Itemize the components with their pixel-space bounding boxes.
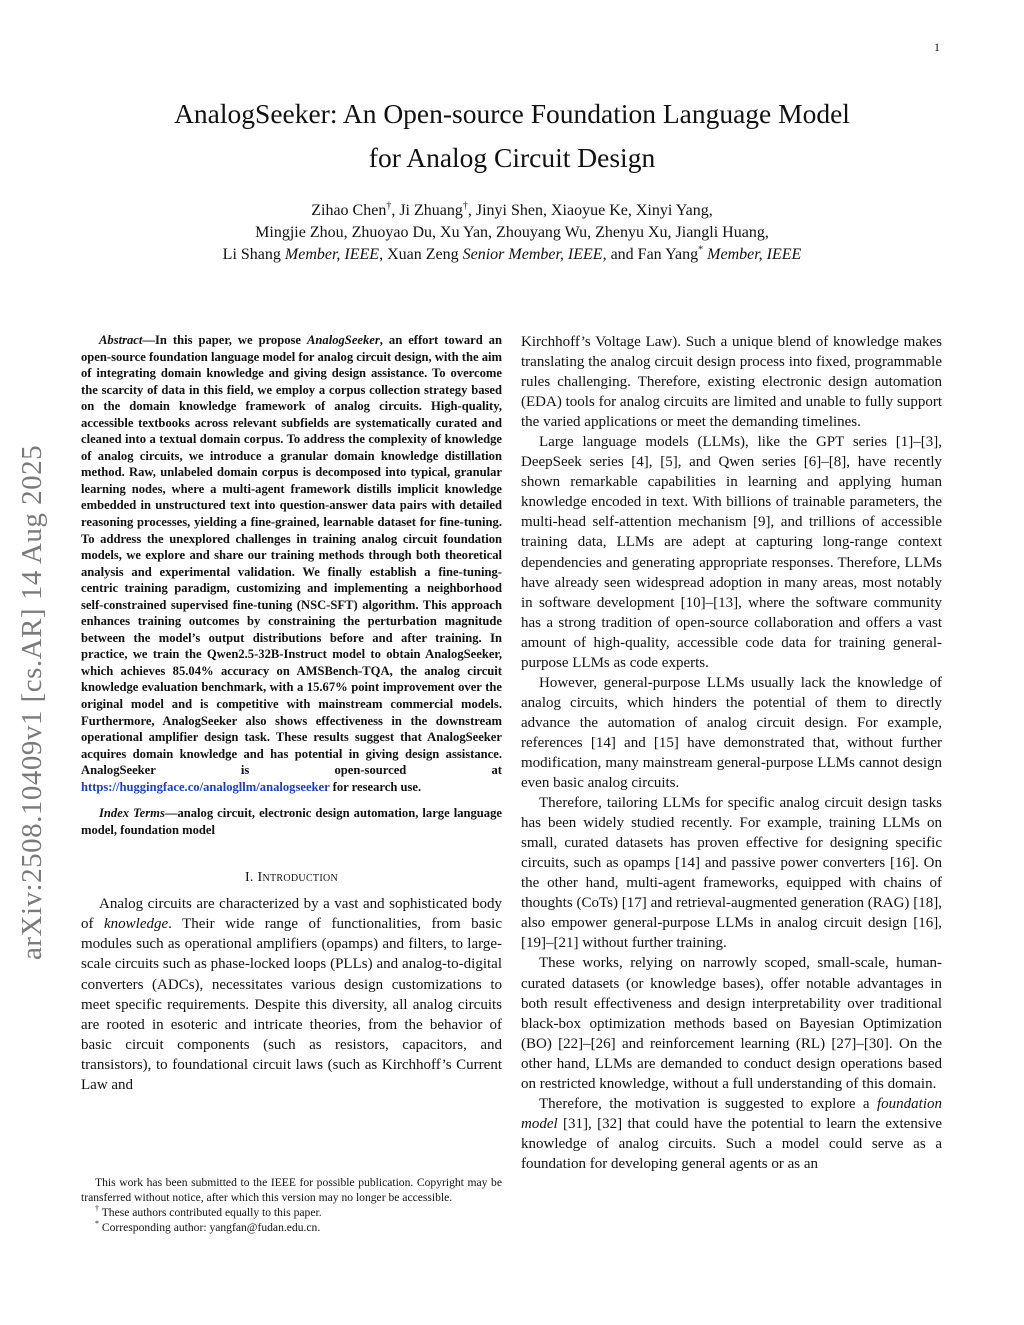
paragraph-text: Analog circuits are characterized by a vast and sophisticated body of — [81, 896, 502, 933]
body-paragraph: Large language models (LLMs), like the GPT series [1]–[3], DeepSeek series [4], [5], and Qwen series [6]–[8], have recently shown remarkable capabilities in learning and applying human knowledge encoded in text. With billions of trainable parameters, the multi-head self-attention mechanism [9], and trillions of accessible training data, LLMs are adept at capturing long-range context dependencies and generating appropriate responses. Therefore, LLMs have already seen widespread adoption in many areas, most notably in software development [10]–[13], where the software community has a strong tradition of open-source collaboration and offers a vast amount of high-quality, accessible code data for training general-purpose LLMs as code experts. — [521, 434, 942, 671]
paragraph-text: [31], [32] that could have the potential to learn the extensive knowledge of analog circuits. Such a model could serve as a foundation for developing general agents or as an — [521, 1115, 942, 1172]
paragraph-text: . Their wide range of functionalities, from basic modules such as operational amplifiers (opamps) and filters, to large-scale circuits such as phase-locked loops (PLLs) and analog-to-digital converters (ADCs), necessitates various design customizations to meet specific requirements. Despite this diversity, all analog circuits are rooted in esoteric and intricate theories, from the behavior of basic circuit components (such as resistors, capacitors, and transistors), to foundational circuit laws (such as Kirchhoff’s Current Law and — [81, 916, 502, 1093]
author-name: , and Fan Yang — [602, 246, 699, 263]
footnote-mark: † — [95, 1204, 99, 1214]
section-heading-introduction — [81, 870, 502, 886]
author-name: , Ji Zhuang — [391, 202, 463, 219]
footnote-text: Corresponding author: yangfan@fudan.edu.cn. — [99, 1221, 321, 1234]
footnote-equal-contribution — [81, 1205, 502, 1220]
equal-contribution-mark: † — [462, 200, 468, 212]
author-name: , Xuan Zeng — [379, 246, 463, 263]
author-membership: Member, IEEE — [703, 246, 802, 263]
abstract-text: , an effort toward an open-source foundation language model for analog circuit design, with the aim of integrating domain knowledge and giving design assistance. To overcome the scarcity of data in this field, we employ a corpus collection strategy based on the domain knowledge framework of analog circuits. High-quality, accessible textbooks across relevant subfields are systematically curated and cleaned into a textual domain corpus. To address the complexity of knowledge of analog circuits, we introduce a granular domain knowledge distillation method. Raw, unlabeled domain corpus is decomposed into typical, granular learning nodes, where a multi-agent framework distills implicit knowledge embedded in unstructured text into question-answer data pairs with detailed reasoning processes, yielding a fine-grained, learnable dataset for fine-tuning. To address the unexplored challenges in training analog circuit foundation models, we explore and share our training methods through both theoretical analysis and experimental validation. We finally establish a fine-tuning-centric training paradigm, customizing and implementing a neighborhood self-constrained supervised fine-tuning (NSC-SFT) algorithm. This approach enhances training outcomes by constraining the perturbation magnitude between the model’s output distributions before and after training. In practice, we train the Qwen2.5-32B-Instruct model to obtain AnalogSeeker, which achieves 85.04% accuracy on AMSBench-TQA, the analog circuit knowledge evaluation benchmark, with a 15.67% point improvement over the original model and is competitive with mainstream commercial models. Furthermore, AnalogSeeker also shows effectiveness in the downstream operational amplifier design task. These results suggest that AnalogSeeker acquires domain knowledge and has potential in giving design assistance. AnalogSeeker is open-sourced at — [81, 333, 502, 778]
author-line-2: Mingjie Zhou, Zhuoyao Du, Xu Yan, Zhouyang Wu, Zhenyu Xu, Jiangli Huang, — [255, 224, 769, 241]
author-name: Zihao Chen — [311, 202, 387, 219]
author-names: , Jinyi Shen, Xiaoyue Ke, Xinyi Yang, — [467, 202, 713, 219]
abstract-text: for research use. — [329, 779, 422, 794]
author-name: Li Shang — [222, 246, 285, 263]
author-membership: Member, IEEE — [284, 246, 380, 263]
right-column — [521, 332, 942, 1174]
arxiv-identifier-stamp: arXiv:2508.10409v1 [cs.AR] 14 Aug 2025 — [16, 444, 48, 960]
title-line-2: for Analog Circuit Design — [368, 142, 656, 173]
title-line-1: AnalogSeeker: An Open-source Foundation Language Model — [174, 98, 850, 129]
abstract-label: Abstract — [99, 333, 143, 347]
author-line-1 — [90, 200, 934, 222]
author-membership: Senior Member, IEEE — [462, 246, 603, 263]
section-numeral: I. — [244, 870, 258, 886]
author-list — [90, 200, 934, 266]
index-terms-text: analog circuit, electronic design automation, large language model, foundation model — [81, 806, 502, 837]
body-paragraph: However, general-purpose LLMs usually lack the knowledge of analog circuits, which hinders the potential of them to directly advance the automation of analog circuit design. For example, references [14] and [15] have demonstrated that, without further modification, many mainstream general-purpose LLMs cannot design even basic analog circuits. — [521, 674, 942, 792]
emphasized-term: knowledge — [103, 916, 169, 933]
footnote-corresponding-author — [81, 1220, 502, 1235]
left-column — [81, 332, 502, 1095]
index-terms — [81, 805, 502, 838]
footnote-text: These authors contributed equally to this paper. — [99, 1206, 322, 1219]
paragraph-text: Therefore, the motivation is suggested to explore a — [539, 1095, 877, 1112]
product-name: AnalogSeeker — [307, 333, 380, 347]
body-paragraph: Kirchhoff’s Voltage Law). Such a unique blend of knowledge makes translating the analog circuit design process into fixed, programmable rules challenging. Therefore, existing electronic design automation (EDA) tools for analog circuits are limited and unable to fully support the varied applications or meet the demanding timelines. — [521, 334, 942, 431]
page-number: 1 — [934, 40, 940, 54]
footnote-submission: This work has been submitted to the IEEE for possible publication. Copyright may be transferred without notice, after which this version may no longer be accessible. — [81, 1176, 502, 1204]
section-title: Introduction — [257, 870, 339, 886]
equal-contribution-mark: † — [386, 200, 392, 212]
body-paragraph — [521, 1094, 942, 1174]
corresponding-author-mark: * — [698, 244, 704, 256]
author-line-3 — [90, 244, 934, 266]
body-paragraph: These works, relying on narrowly scoped, small-scale, human-curated datasets (or knowledge bases), offer notable advantages in both result effectiveness and design interpretability over traditional black-box optimization methods based on Bayesian Optimization (BO) [22]–[26] and reinforcement learning (RL) [27]–[30]. On the other hand, LLMs are demanded to conduct design operations based on restricted knowledge, without a full understanding of this domain. — [521, 955, 942, 1092]
footnote-mark: * — [95, 1219, 99, 1229]
index-terms-dash: — — [164, 806, 178, 821]
huggingface-link[interactable]: https://huggingface.co/analogllm/analogseeker — [81, 779, 330, 794]
paper-title — [90, 92, 934, 180]
body-paragraph: Therefore, tailoring LLMs for specific analog circuit design tasks has been widely studied recently. For example, training LLMs on small, curated datasets has proven effective for designing specific circuits, such as opamps [14] and passive power converters [16]. On the other hand, multi-agent frameworks, equipped with chains of thoughts (CoTs) [17] and retrieval-augmented generation (RAG) [18], also empower general-purpose LLMs in analog circuit design [16], [19]–[21] without further training. — [521, 795, 942, 952]
abstract-text: In this paper, we propose — [154, 333, 308, 347]
index-terms-label: Index Terms — [99, 806, 165, 821]
introduction-paragraph — [81, 894, 502, 1094]
footnotes — [81, 1175, 502, 1235]
abstract — [81, 332, 502, 795]
emphasized-term: foundation model — [521, 1095, 942, 1132]
abstract-dash: — — [142, 333, 155, 347]
